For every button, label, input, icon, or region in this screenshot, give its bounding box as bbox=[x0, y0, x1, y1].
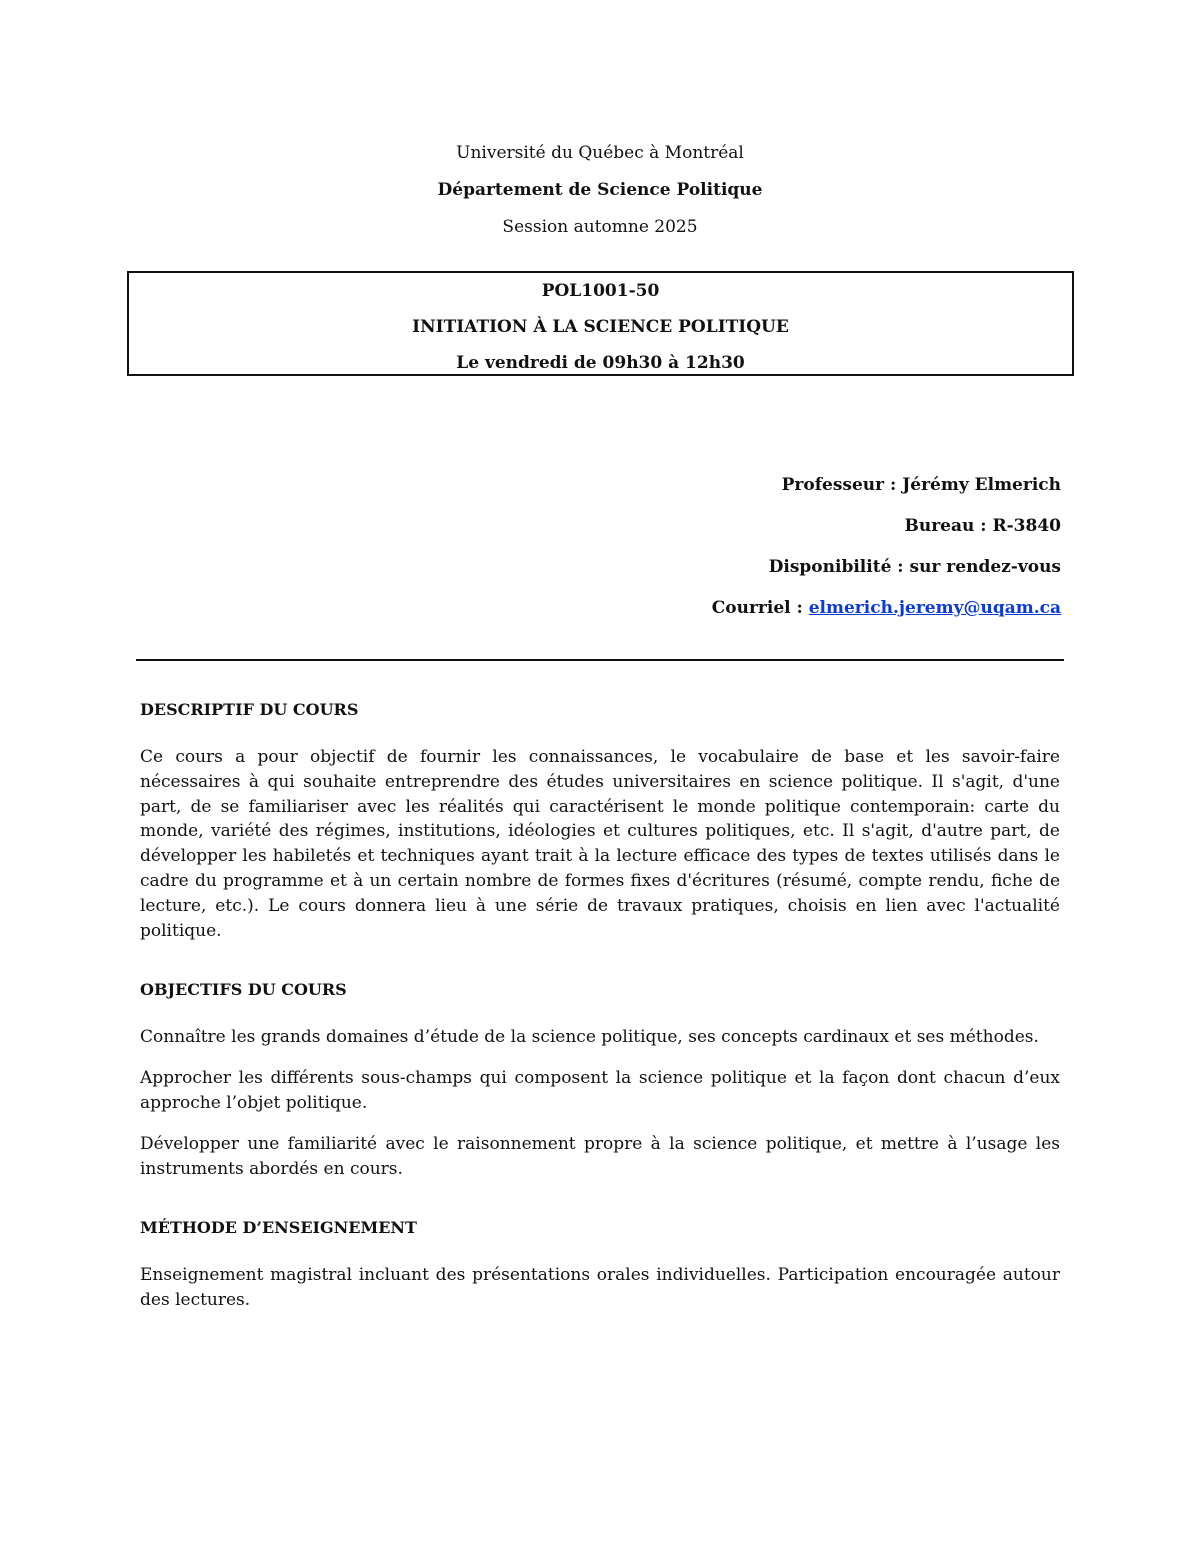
professor-name: Jérémy Elmerich bbox=[902, 475, 1061, 495]
session-label: Session automne 2025 bbox=[502, 217, 698, 237]
course-info-box bbox=[127, 271, 1074, 376]
course-title: INITIATION À LA SCIENCE POLITIQUE bbox=[412, 317, 789, 337]
section-methode bbox=[140, 1215, 1060, 1313]
section-divider bbox=[136, 659, 1064, 661]
section-title-objectifs: OBJECTIFS DU COURS bbox=[140, 980, 347, 1000]
office-line bbox=[712, 513, 1061, 554]
office-number: R-3840 bbox=[992, 516, 1061, 536]
availability-line bbox=[712, 554, 1061, 595]
professor-line bbox=[712, 472, 1061, 513]
office-label: Bureau : bbox=[904, 516, 993, 536]
objectif-item: Connaître les grands domaines d’étude de la science politique, ses concepts cardinaux et ses méthodes. bbox=[140, 1027, 1039, 1048]
email-line bbox=[712, 595, 1061, 636]
email-label: Courriel : bbox=[711, 598, 809, 618]
availability-label: Disponibilité : bbox=[768, 557, 910, 577]
objectif-item: Approcher les différents sous-champs qui composent la science politique et la façon dont chacun d’eux approche l’objet politique. bbox=[140, 1068, 1060, 1113]
objectif-item: Développer une familiarité avec le raisonnement propre à la science politique, et mettre à l’usage les instruments abordés en cours. bbox=[140, 1133, 1060, 1179]
department-name: Département de Science Politique bbox=[437, 180, 763, 200]
document-header bbox=[0, 140, 1200, 251]
syllabus-content bbox=[140, 697, 1060, 1329]
course-code: POL1001-50 bbox=[541, 281, 660, 301]
descriptif-body: Ce cours a pour objectif de fournir les connaissances, le vocabulaire de base et les savoir-faire nécessaires à qui souhaite entreprendre des études universitaires en science politique. Il s'agit, d'une part, de se familiariser avec les réalités qui caractérisent le monde politique contemporain: carte du monde, variété des régimes, institutions, idéologies et cultures politiques, etc. Il s'agit, d'autre part, de développer les habiletés et techniques ayant trait à la lecture efficace des types de textes utilisés dans le cadre du programme et à un certain nombre de formes fixes d'écritures (résumé, compte rendu, fiche de lecture, etc.). Le cours donnera lieu à une série de travaux pratiques, choisis en lien avec l'actualité politique. bbox=[140, 747, 1060, 941]
section-title-descriptif: DESCRIPTIF DU COURS bbox=[140, 700, 359, 719]
section-objectifs bbox=[140, 977, 1060, 1181]
contact-info bbox=[712, 472, 1061, 636]
section-title-methode: MÉTHODE D’ENSEIGNEMENT bbox=[140, 1218, 417, 1238]
methode-body: Enseignement magistral incluant des présentations orales individuelles. Participation encouragée autour des lectures. bbox=[140, 1265, 1060, 1311]
availability-value: sur rendez-vous bbox=[909, 557, 1061, 577]
course-schedule: Le vendredi de 09h30 à 12h30 bbox=[456, 353, 745, 373]
university-name: Université du Québec à Montréal bbox=[456, 143, 744, 163]
professor-label: Professeur : bbox=[781, 475, 903, 495]
section-descriptif bbox=[140, 697, 1060, 943]
email-link[interactable]: elmerich.jeremy@uqam.ca bbox=[808, 598, 1061, 618]
